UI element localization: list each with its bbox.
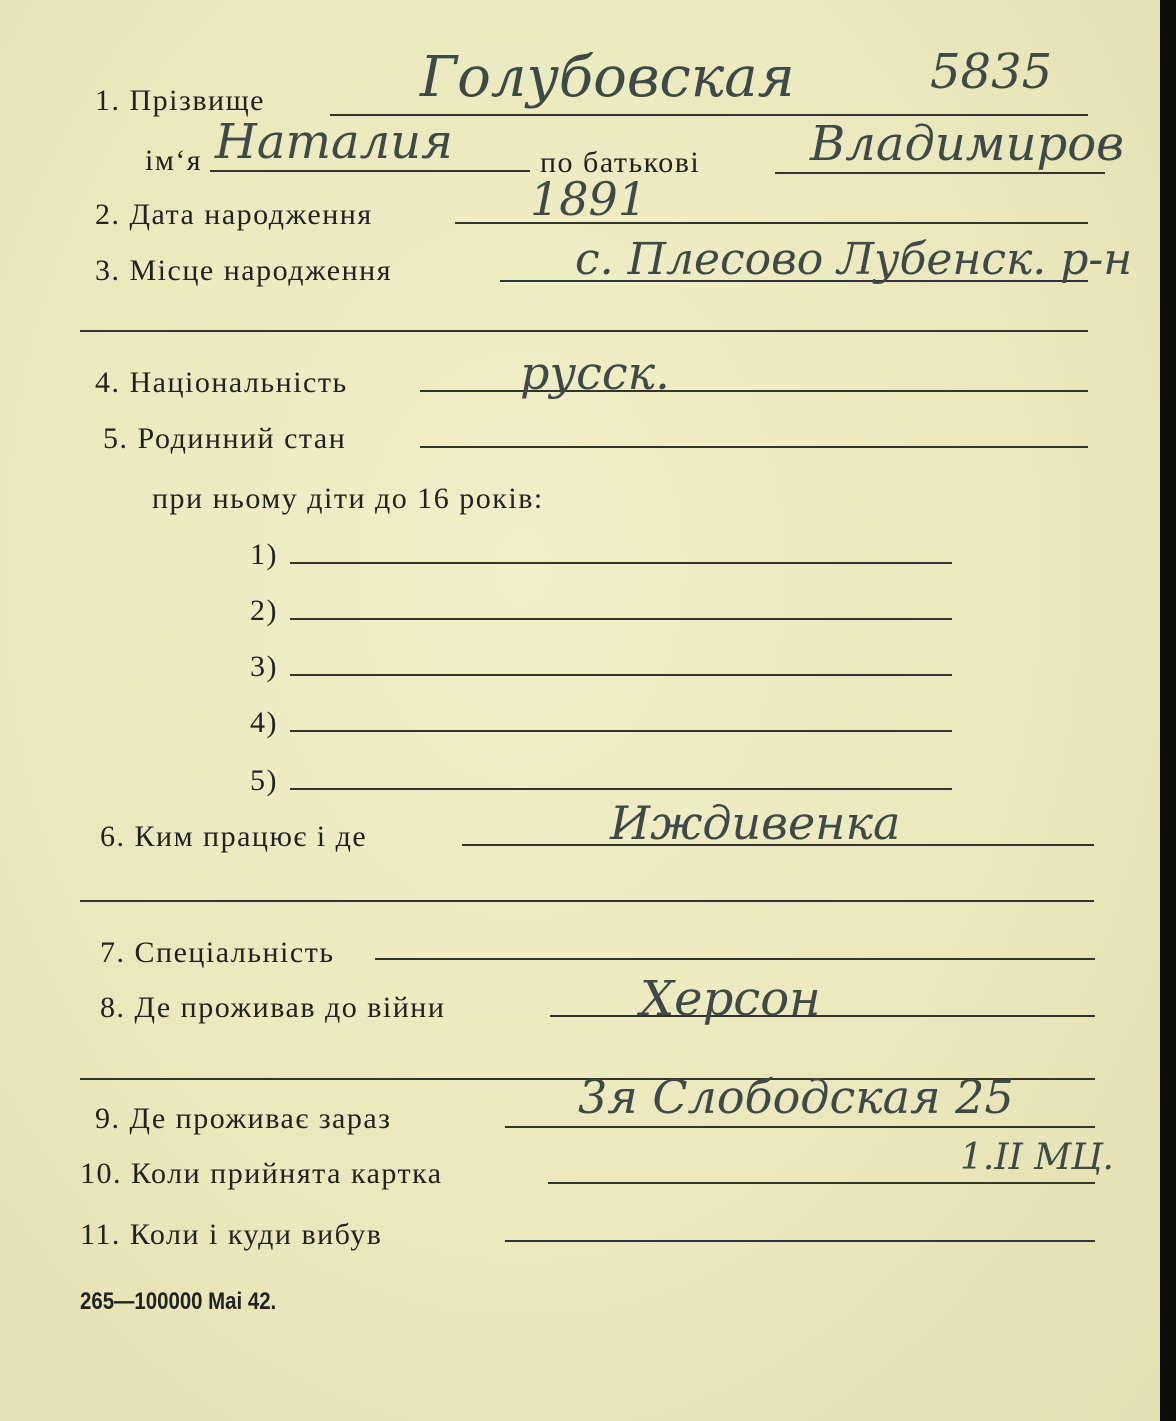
line-family-status	[420, 446, 1088, 448]
label-surname: 1. Прізвище	[95, 84, 265, 117]
label-patronymic: по батькові	[540, 146, 701, 179]
label-current-residence: 9. Де проживає зараз	[95, 1102, 392, 1135]
label-birth-date: 2. Дата народження	[95, 198, 373, 231]
line-prewar-residence	[550, 1015, 1095, 1017]
label-child-2: 2)	[250, 594, 278, 627]
label-occupation: 6. Ким працює і де	[100, 820, 368, 853]
label-first-name: ім‘я	[145, 144, 203, 177]
handwritten-card-date: 1.II МЦ.	[960, 1137, 1114, 1178]
handwritten-prewar-residence: Херсон	[640, 971, 821, 1027]
line-child-3	[290, 674, 952, 676]
line-patronymic	[775, 172, 1105, 174]
label-family-status: 5. Родинний стан	[103, 422, 347, 455]
handwritten-nationality: русск.	[520, 346, 670, 400]
label-child-3: 3)	[250, 650, 278, 683]
line-first-name	[210, 170, 530, 172]
handwritten-birth-year: 1891	[530, 172, 648, 226]
line-current-residence	[505, 1126, 1095, 1128]
label-prewar-residence: 8. Де проживав до війни	[100, 991, 446, 1024]
handwritten-current-residence: 3я Слободская 25	[578, 1070, 1014, 1124]
handwritten-birthplace: с. Плесово Лубенск. р-н	[575, 234, 1133, 285]
handwritten-first-name: Наталия	[215, 114, 453, 170]
label-children: при ньому діти до 16 років:	[152, 482, 544, 515]
handwritten-surname: Голубовская	[420, 45, 795, 110]
line-child-1	[290, 562, 952, 564]
label-child-1: 1)	[250, 538, 278, 571]
label-departure: 11. Коли і куди вибув	[80, 1218, 383, 1251]
handwritten-patronymic: Владимиров	[810, 116, 1125, 172]
line-departure	[505, 1240, 1095, 1242]
label-specialty: 7. Спеціальність	[100, 936, 335, 969]
label-child-5: 5)	[250, 764, 278, 797]
line-birthplace-2	[80, 330, 1088, 332]
line-child-4	[290, 730, 952, 732]
handwritten-record-number: 5835	[930, 44, 1053, 100]
scan-edge	[1160, 0, 1176, 1421]
line-child-2	[290, 618, 952, 620]
line-occupation-2	[80, 900, 1094, 902]
label-nationality: 4. Національність	[95, 366, 348, 399]
label-birthplace: 3. Місце народження	[95, 254, 393, 287]
line-specialty	[375, 958, 1095, 960]
label-child-4: 4)	[250, 706, 278, 739]
handwritten-occupation: Иждивенка	[610, 796, 901, 850]
label-card-date: 10. Коли прийнята картка	[80, 1157, 443, 1190]
print-run-footer: 265—100000 Mai 42.	[80, 1288, 277, 1315]
line-child-5	[290, 788, 952, 790]
line-card-date	[548, 1182, 1095, 1184]
